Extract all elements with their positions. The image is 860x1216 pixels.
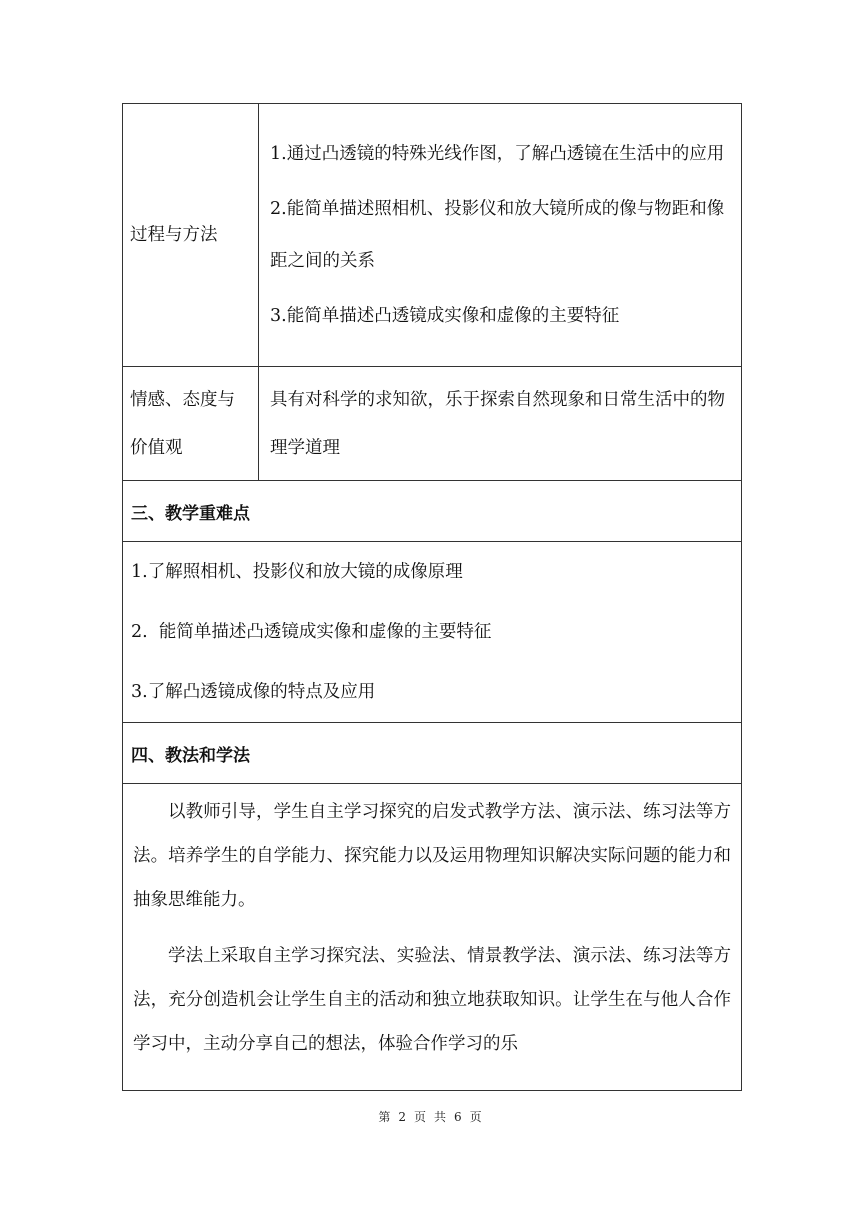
section4-heading-row [123, 723, 742, 784]
footer-page-word: 页 [413, 1110, 426, 1124]
section3-list [123, 542, 742, 723]
emotion-values-label-line: 价值观 [130, 437, 183, 458]
footer-prefix: 第 [378, 1110, 391, 1124]
list-item: 2. 能简单描述凸透镜成实像和虚像的主要特征 [131, 622, 492, 642]
total-page-number: 6 [454, 1110, 462, 1124]
paragraph: 以教师引导，学生自主学习探究的启发式教学方法、演示法、练习法等方法。培养学生的自学能力、探究能力以及运用物理知识解决实际问题的能力和抽象思维能力。 [133, 802, 731, 910]
process-method-content [259, 104, 742, 367]
paragraph: 学法上采取自主学习探究法、实验法、情景教学法、演示法、练习法等方法，充分创造机会让学生自主的活动和独立地获取知识。让学生在与他人合作学习中，主动分享自己的想法，体验合作学习的乐 [133, 946, 731, 1054]
lesson-plan-table [122, 103, 742, 1091]
section4-heading: 四、教法和学法 [123, 723, 742, 784]
emotion-values-row [123, 367, 742, 481]
section4-content [123, 784, 742, 1091]
process-method-row [123, 104, 742, 367]
list-item: 3.了解凸透镜成像的特点及应用 [131, 682, 376, 702]
footer-total-word: 共 [434, 1110, 447, 1124]
emotion-values-content: 具有对科学的求知欲，乐于探索自然现象和日常生活中的物理学道理 [259, 367, 742, 481]
footer-suffix: 页 [469, 1110, 482, 1124]
process-method-item: 2.能简单描述照相机、投影仪和放大镜所成的像与物距和像距之间的关系 [270, 199, 725, 271]
process-method-item: 3.能简单描述凸透镜成实像和虚像的主要特征 [270, 306, 620, 326]
process-method-label: 过程与方法 [123, 104, 259, 367]
list-item: 1.了解照相机、投影仪和放大镜的成像原理 [131, 562, 463, 582]
page-footer [0, 1108, 860, 1125]
emotion-values-label [123, 367, 259, 481]
section3-list-row [123, 542, 742, 723]
current-page-number: 2 [398, 1110, 406, 1124]
process-method-item: 1.通过凸透镜的特殊光线作图，了解凸透镜在生活中的应用 [270, 144, 725, 164]
section3-heading: 三、教学重难点 [123, 481, 742, 542]
emotion-values-label-line: 情感、态度与 [130, 389, 235, 410]
section4-content-row [123, 784, 742, 1091]
section3-heading-row [123, 481, 742, 542]
